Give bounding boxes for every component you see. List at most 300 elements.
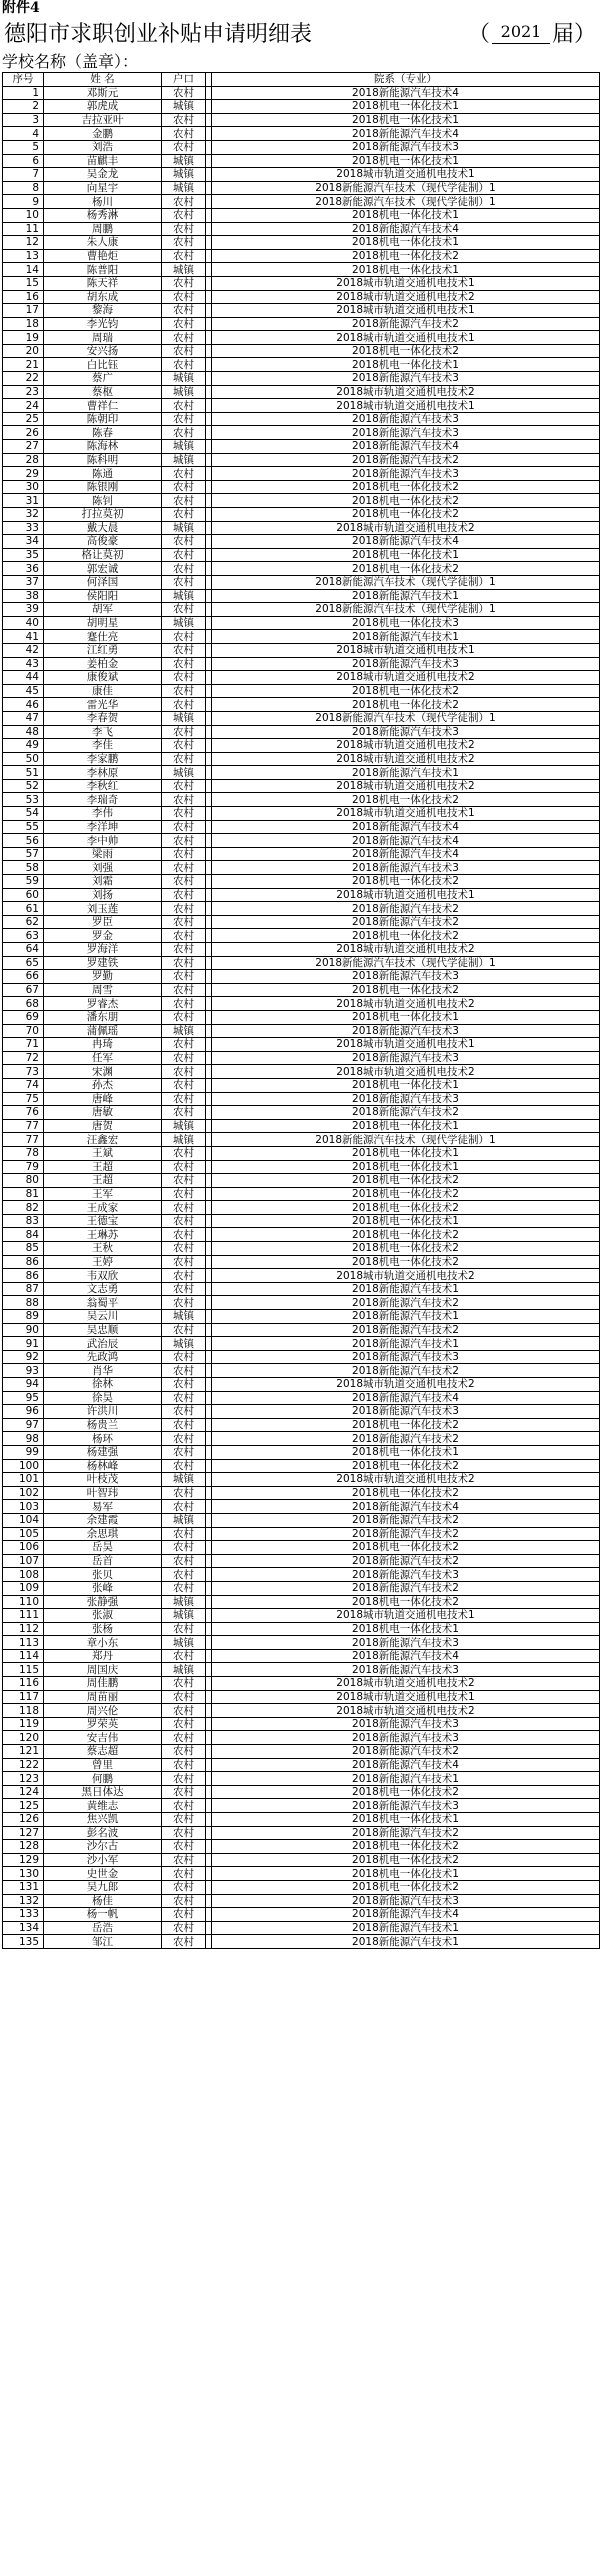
cell-no: 44 <box>3 671 44 685</box>
cell-major: 2018机电一体化技术1 <box>212 154 600 168</box>
cell-name: 李瑞奇 <box>44 793 162 807</box>
cell-name: 李林原 <box>44 766 162 780</box>
cell-registry: 农村 <box>162 847 206 861</box>
cell-no: 127 <box>3 1826 44 1840</box>
table-row <box>3 317 600 331</box>
cell-major: 2018新能源汽车技术3 <box>212 1092 600 1106</box>
cell-registry: 农村 <box>162 480 206 494</box>
cell-name: 王琳苏 <box>44 1228 162 1242</box>
cell-registry: 农村 <box>162 575 206 589</box>
cell-name: 曹祥仁 <box>44 399 162 413</box>
cell-name: 白比钰 <box>44 358 162 372</box>
cell-registry: 城镇 <box>162 711 206 725</box>
cell-name: 杨贵兰 <box>44 1418 162 1432</box>
cell-name: 先政鸿 <box>44 1350 162 1364</box>
table-row <box>3 1935 600 1949</box>
cell-name: 罗荣英 <box>44 1717 162 1731</box>
cell-registry: 城镇 <box>162 440 206 454</box>
cell-registry: 农村 <box>162 1146 206 1160</box>
cell-no: 133 <box>3 1908 44 1922</box>
cell-no: 112 <box>3 1622 44 1636</box>
cell-name: 杨佳 <box>44 1894 162 1908</box>
cell-name: 唐敏 <box>44 1106 162 1120</box>
cell-registry: 农村 <box>162 1649 206 1663</box>
cell-no: 46 <box>3 698 44 712</box>
cell-name: 曾里 <box>44 1758 162 1772</box>
table-row <box>3 956 600 970</box>
cell-no: 23 <box>3 385 44 399</box>
header-registry: 户口 <box>162 73 206 87</box>
cell-major: 2018城市轨道交通机电技术1 <box>212 1038 600 1052</box>
cell-name: 岳昊 <box>44 1541 162 1555</box>
cell-registry: 农村 <box>162 603 206 617</box>
table-row <box>3 1622 600 1636</box>
header-name: 姓 名 <box>44 73 162 87</box>
table-row <box>3 1378 600 1392</box>
cell-no: 86 <box>3 1255 44 1269</box>
cell-major: 2018城市轨道交通机电技术2 <box>212 752 600 766</box>
cell-name: 张淑 <box>44 1609 162 1623</box>
cell-major: 2018新能源汽车技术3 <box>212 412 600 426</box>
cell-registry: 农村 <box>162 630 206 644</box>
cell-registry: 农村 <box>162 399 206 413</box>
table-row <box>3 1527 600 1541</box>
table-row <box>3 1581 600 1595</box>
table-row <box>3 290 600 304</box>
cell-registry: 农村 <box>162 276 206 290</box>
cell-major: 2018城市轨道交通机电技术2 <box>212 1473 600 1487</box>
cell-no: 27 <box>3 440 44 454</box>
cell-no: 116 <box>3 1677 44 1691</box>
cell-major: 2018机电一体化技术1 <box>212 1078 600 1092</box>
cell-major: 2018机电一体化技术1 <box>212 1867 600 1881</box>
cell-no: 119 <box>3 1717 44 1731</box>
table-row <box>3 1133 600 1147</box>
cell-no: 78 <box>3 1146 44 1160</box>
cell-registry: 农村 <box>162 1745 206 1759</box>
table-row <box>3 1609 600 1623</box>
cell-name: 雷光华 <box>44 698 162 712</box>
cell-registry: 农村 <box>162 725 206 739</box>
table-row <box>3 1595 600 1609</box>
cell-registry: 农村 <box>162 1581 206 1595</box>
cell-name: 李佳 <box>44 739 162 753</box>
table-row <box>3 154 600 168</box>
table-row <box>3 1024 600 1038</box>
cell-name: 杨一帆 <box>44 1908 162 1922</box>
table-row <box>3 276 600 290</box>
cell-registry: 农村 <box>162 208 206 222</box>
cell-no: 1 <box>3 86 44 100</box>
cell-name: 安兴扬 <box>44 344 162 358</box>
table-row <box>3 834 600 848</box>
cell-major: 2018新能源汽车技术3 <box>212 1568 600 1582</box>
cell-name: 向星宇 <box>44 181 162 195</box>
cell-no: 85 <box>3 1242 44 1256</box>
cell-registry: 农村 <box>162 1106 206 1120</box>
cell-name: 李秋红 <box>44 779 162 793</box>
cell-registry: 农村 <box>162 1622 206 1636</box>
cell-major: 2018新能源汽车技术2 <box>212 1826 600 1840</box>
table-row <box>3 1717 600 1731</box>
cell-no: 64 <box>3 943 44 957</box>
cell-registry: 农村 <box>162 739 206 753</box>
cell-registry: 农村 <box>162 127 206 141</box>
cell-name: 李伟 <box>44 807 162 821</box>
cell-no: 43 <box>3 657 44 671</box>
cell-no: 68 <box>3 997 44 1011</box>
cell-no: 76 <box>3 1106 44 1120</box>
page-title <box>0 18 603 52</box>
cell-registry: 农村 <box>162 793 206 807</box>
cell-no: 89 <box>3 1310 44 1324</box>
cell-no: 96 <box>3 1405 44 1419</box>
cell-registry: 农村 <box>162 1201 206 1215</box>
table-row <box>3 100 600 114</box>
cell-major: 2018新能源汽车技术3 <box>212 970 600 984</box>
cell-major: 2018新能源汽车技术3 <box>212 372 600 386</box>
table-row <box>3 1391 600 1405</box>
cell-registry: 农村 <box>162 412 206 426</box>
cell-major: 2018机电一体化技术1 <box>212 1119 600 1133</box>
cell-name: 刘玉莲 <box>44 902 162 916</box>
table-row <box>3 847 600 861</box>
cell-no: 5 <box>3 140 44 154</box>
cell-major: 2018新能源汽车技术1 <box>212 1337 600 1351</box>
cell-no: 45 <box>3 684 44 698</box>
table-row <box>3 168 600 182</box>
table-row <box>3 1146 600 1160</box>
cell-no: 108 <box>3 1568 44 1582</box>
table-row <box>3 1677 600 1691</box>
cell-no: 73 <box>3 1065 44 1079</box>
cell-registry: 城镇 <box>162 521 206 535</box>
cell-name: 周兴伦 <box>44 1704 162 1718</box>
cell-registry: 城镇 <box>162 1473 206 1487</box>
cell-name: 叶智玮 <box>44 1486 162 1500</box>
table-row <box>3 1092 600 1106</box>
cell-registry: 农村 <box>162 1296 206 1310</box>
cell-no: 32 <box>3 508 44 522</box>
cell-no: 7 <box>3 168 44 182</box>
cell-major: 2018机电一体化技术1 <box>212 236 600 250</box>
cell-major: 2018机电一体化技术1 <box>212 1160 600 1174</box>
attachment-label: 附件4 <box>2 0 40 16</box>
table-body <box>3 86 600 1948</box>
cell-name: 李飞 <box>44 725 162 739</box>
cell-registry: 农村 <box>162 140 206 154</box>
table-row <box>3 426 600 440</box>
cell-major: 2018新能源汽车技术3 <box>212 1894 600 1908</box>
cell-registry: 农村 <box>162 983 206 997</box>
cell-name: 张静强 <box>44 1595 162 1609</box>
table-row <box>3 304 600 318</box>
cell-no: 110 <box>3 1595 44 1609</box>
title-main: 德阳市求职创业补贴申请明细表 <box>4 22 313 47</box>
table-row <box>3 1418 600 1432</box>
cell-major: 2018机电一体化技术2 <box>212 875 600 889</box>
cell-name: 蔡广 <box>44 372 162 386</box>
cell-major: 2018机电一体化技术2 <box>212 249 600 263</box>
cell-no: 29 <box>3 467 44 481</box>
cell-major: 2018新能源汽车技术（现代学徒制）1 <box>212 603 600 617</box>
table-row <box>3 1323 600 1337</box>
cell-name: 胡军 <box>44 603 162 617</box>
cell-major: 2018新能源汽车技术1 <box>212 1282 600 1296</box>
cell-registry: 农村 <box>162 1364 206 1378</box>
cell-registry: 农村 <box>162 467 206 481</box>
table-row <box>3 1486 600 1500</box>
table-row <box>3 1310 600 1324</box>
cell-no: 2 <box>3 100 44 114</box>
cell-no: 92 <box>3 1350 44 1364</box>
cell-registry: 城镇 <box>162 1595 206 1609</box>
cell-major: 2018新能源汽车技术3 <box>212 657 600 671</box>
table-header-row <box>3 73 600 87</box>
cell-name: 陈海林 <box>44 440 162 454</box>
cell-name: 吴金龙 <box>44 168 162 182</box>
table-row <box>3 1894 600 1908</box>
cell-major: 2018新能源汽车技术2 <box>212 317 600 331</box>
cell-name: 陈通 <box>44 467 162 481</box>
cell-name: 任军 <box>44 1051 162 1065</box>
cell-name: 侯阳阳 <box>44 589 162 603</box>
table-row <box>3 779 600 793</box>
cell-registry: 农村 <box>162 195 206 209</box>
cell-no: 84 <box>3 1228 44 1242</box>
cell-major: 2018新能源汽车技术3 <box>212 140 600 154</box>
cell-registry: 农村 <box>162 358 206 372</box>
cell-no: 90 <box>3 1323 44 1337</box>
cell-name: 王秋 <box>44 1242 162 1256</box>
cell-name: 余建霞 <box>44 1513 162 1527</box>
cell-no: 30 <box>3 480 44 494</box>
cell-no: 114 <box>3 1649 44 1663</box>
cell-name: 易军 <box>44 1500 162 1514</box>
cell-no: 41 <box>3 630 44 644</box>
table-row <box>3 1405 600 1419</box>
cell-major: 2018机电一体化技术2 <box>212 1459 600 1473</box>
table-row <box>3 1160 600 1174</box>
table-row <box>3 1038 600 1052</box>
cell-no: 82 <box>3 1201 44 1215</box>
cell-name: 张杨 <box>44 1622 162 1636</box>
table-row <box>3 1106 600 1120</box>
cell-no: 31 <box>3 494 44 508</box>
cell-registry: 城镇 <box>162 168 206 182</box>
cell-major: 2018城市轨道交通机电技术2 <box>212 1677 600 1691</box>
cell-no: 47 <box>3 711 44 725</box>
table-row <box>3 236 600 250</box>
cell-name: 蹇仕亮 <box>44 630 162 644</box>
cell-registry: 农村 <box>162 1010 206 1024</box>
table-row <box>3 807 600 821</box>
cell-no: 98 <box>3 1432 44 1446</box>
cell-no: 95 <box>3 1391 44 1405</box>
table-row <box>3 1228 600 1242</box>
cell-name: 罗海洋 <box>44 943 162 957</box>
cell-no: 100 <box>3 1459 44 1473</box>
cell-no: 50 <box>3 752 44 766</box>
cell-major: 2018机电一体化技术2 <box>212 1840 600 1854</box>
cell-major: 2018机电一体化技术2 <box>212 1595 600 1609</box>
cell-registry: 农村 <box>162 290 206 304</box>
table-row <box>3 1350 600 1364</box>
cell-registry: 农村 <box>162 752 206 766</box>
cell-registry: 农村 <box>162 494 206 508</box>
cell-major: 2018机电一体化技术2 <box>212 1541 600 1555</box>
table-row <box>3 1554 600 1568</box>
cell-name: 周佳鹏 <box>44 1677 162 1691</box>
cell-major: 2018机电一体化技术2 <box>212 1853 600 1867</box>
cell-name: 唐贺 <box>44 1119 162 1133</box>
cell-major: 2018城市轨道交通机电技术2 <box>212 385 600 399</box>
cell-registry: 农村 <box>162 1772 206 1786</box>
cell-registry: 农村 <box>162 888 206 902</box>
cell-registry: 农村 <box>162 1282 206 1296</box>
title-tail: 届） <box>552 22 597 47</box>
cell-registry: 农村 <box>162 1541 206 1555</box>
cell-major: 2018新能源汽车技术3 <box>212 861 600 875</box>
table-row <box>3 684 600 698</box>
cell-no: 94 <box>3 1378 44 1392</box>
table-row <box>3 1636 600 1650</box>
cell-name: 吴云川 <box>44 1310 162 1324</box>
cell-name: 陈普阳 <box>44 263 162 277</box>
cell-no: 77 <box>3 1119 44 1133</box>
cell-registry: 城镇 <box>162 766 206 780</box>
cell-major: 2018城市轨道交通机电技术1 <box>212 276 600 290</box>
cell-no: 16 <box>3 290 44 304</box>
cell-no: 53 <box>3 793 44 807</box>
cell-no: 39 <box>3 603 44 617</box>
table-row <box>3 494 600 508</box>
cell-major: 2018新能源汽车技术3 <box>212 1799 600 1813</box>
cell-major: 2018机电一体化技术2 <box>212 684 600 698</box>
cell-major: 2018机电一体化技术1 <box>212 1445 600 1459</box>
cell-no: 122 <box>3 1758 44 1772</box>
cell-name: 罗臣 <box>44 915 162 929</box>
cell-major: 2018新能源汽车技术（现代学徒制）1 <box>212 956 600 970</box>
cell-name: 陈天祥 <box>44 276 162 290</box>
cell-name: 肖华 <box>44 1364 162 1378</box>
cell-name: 韦双欣 <box>44 1269 162 1283</box>
table-row <box>3 1500 600 1514</box>
cell-registry: 农村 <box>162 970 206 984</box>
table-row <box>3 1772 600 1786</box>
cell-registry: 农村 <box>162 1867 206 1881</box>
cell-no: 67 <box>3 983 44 997</box>
table-row <box>3 1799 600 1813</box>
cell-major: 2018城市轨道交通机电技术2 <box>212 1269 600 1283</box>
cell-major: 2018机电一体化技术2 <box>212 480 600 494</box>
cell-name: 李洋坤 <box>44 820 162 834</box>
cell-major: 2018新能源汽车技术4 <box>212 1758 600 1772</box>
cell-major: 2018新能源汽车技术3 <box>212 725 600 739</box>
graduation-year: 2021 <box>492 21 550 44</box>
cell-registry: 农村 <box>162 1405 206 1419</box>
cell-registry: 农村 <box>162 508 206 522</box>
cell-name: 罗金 <box>44 929 162 943</box>
cell-no: 102 <box>3 1486 44 1500</box>
table-row <box>3 1908 600 1922</box>
cell-no: 103 <box>3 1500 44 1514</box>
cell-no: 111 <box>3 1609 44 1623</box>
cell-major: 2018新能源汽车技术2 <box>212 915 600 929</box>
cell-name: 胡东成 <box>44 290 162 304</box>
cell-registry: 农村 <box>162 1554 206 1568</box>
cell-major: 2018新能源汽车技术3 <box>212 1636 600 1650</box>
cell-major: 2018新能源汽车技术1 <box>212 630 600 644</box>
cell-major: 2018新能源汽车技术3 <box>212 1350 600 1364</box>
cell-registry: 农村 <box>162 222 206 236</box>
cell-major: 2018机电一体化技术3 <box>212 616 600 630</box>
cell-registry: 农村 <box>162 902 206 916</box>
cell-no: 77 <box>3 1133 44 1147</box>
cell-name: 高俊豪 <box>44 535 162 549</box>
cell-registry: 农村 <box>162 820 206 834</box>
cell-name: 张峰 <box>44 1581 162 1595</box>
cell-registry: 农村 <box>162 304 206 318</box>
cell-registry: 农村 <box>162 1418 206 1432</box>
table-row <box>3 1473 600 1487</box>
cell-name: 苗麒丰 <box>44 154 162 168</box>
table-row <box>3 1867 600 1881</box>
cell-major: 2018机电一体化技术2 <box>212 1880 600 1894</box>
table-row <box>3 603 600 617</box>
cell-registry: 农村 <box>162 1269 206 1283</box>
cell-no: 131 <box>3 1880 44 1894</box>
cell-no: 117 <box>3 1690 44 1704</box>
table-row <box>3 1840 600 1854</box>
cell-name: 蔡枢 <box>44 385 162 399</box>
cell-registry: 农村 <box>162 1242 206 1256</box>
table-row <box>3 1785 600 1799</box>
table-row <box>3 562 600 576</box>
table-row <box>3 861 600 875</box>
table-row <box>3 440 600 454</box>
table-row <box>3 902 600 916</box>
table-row <box>3 1663 600 1677</box>
cell-major: 2018机电一体化技术2 <box>212 793 600 807</box>
cell-name: 康俊斌 <box>44 671 162 685</box>
cell-no: 18 <box>3 317 44 331</box>
table-row <box>3 249 600 263</box>
cell-registry: 农村 <box>162 1568 206 1582</box>
cell-major: 2018城市轨道交通机电技术1 <box>212 331 600 345</box>
cell-major: 2018机电一体化技术2 <box>212 1486 600 1500</box>
cell-major: 2018机电一体化技术2 <box>212 1187 600 1201</box>
cell-name: 吴九郎 <box>44 1880 162 1894</box>
cell-major: 2018新能源汽车技术3 <box>212 1717 600 1731</box>
cell-major: 2018新能源汽车技术2 <box>212 453 600 467</box>
cell-no: 8 <box>3 181 44 195</box>
cell-registry: 农村 <box>162 1391 206 1405</box>
cell-no: 123 <box>3 1772 44 1786</box>
table-row <box>3 616 600 630</box>
table-row <box>3 983 600 997</box>
cell-name: 叶枝茂 <box>44 1473 162 1487</box>
cell-major: 2018新能源汽车技术3 <box>212 1024 600 1038</box>
cell-name: 李中帅 <box>44 834 162 848</box>
table-row <box>3 1853 600 1867</box>
cell-major: 2018城市轨道交通机电技术2 <box>212 997 600 1011</box>
table-row <box>3 385 600 399</box>
cell-major: 2018新能源汽车技术1 <box>212 1921 600 1935</box>
cell-major: 2018新能源汽车技术2 <box>212 1527 600 1541</box>
cell-name: 邹江 <box>44 1935 162 1949</box>
cell-name: 梁雨 <box>44 847 162 861</box>
